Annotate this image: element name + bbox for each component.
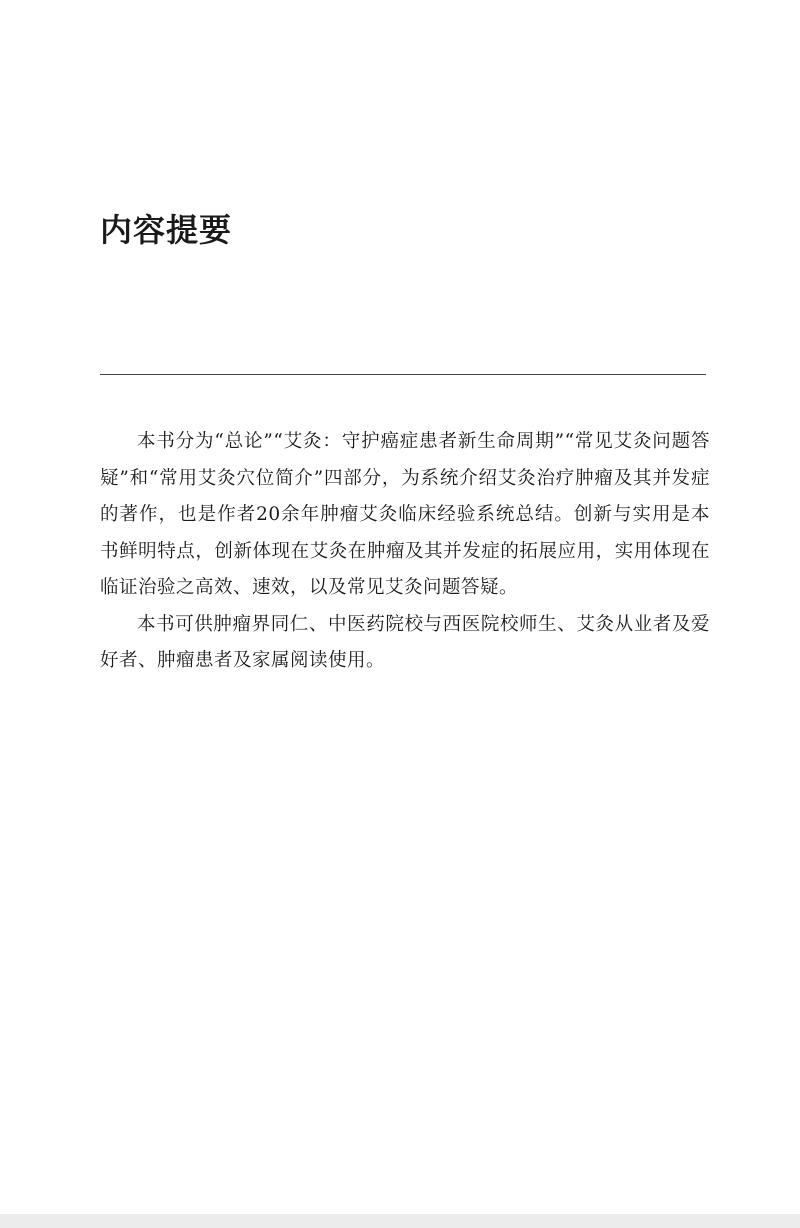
summary-paragraph-2: 本书可供肿瘤界同仁、中医药院校与西医院校师生、艾灸从业者及爱好者、肿瘤患者及家属阅读使用。 (100, 613, 710, 671)
summary-paragraph-1: 本书分为“总论”“艾灸：守护癌症患者新生命周期”“常见艾灸问题答疑”和“常用艾灸穴位简介”四部分，为系统介绍艾灸治疗肿瘤及其并发症的著作，也是作者20余年肿瘤艾灸临床经验系统总结。创新与实用是本书鲜明特点，创新体现在艾灸在肿瘤及其并发症的拓展应用，实用体现在临证治验之高效、速效，以及常见艾灸问题答疑。 (100, 431, 710, 598)
divider-line (100, 374, 706, 375)
summary-body (100, 424, 710, 680)
page-title: 内容提要 (100, 211, 233, 249)
page-bottom-edge (0, 1214, 800, 1228)
